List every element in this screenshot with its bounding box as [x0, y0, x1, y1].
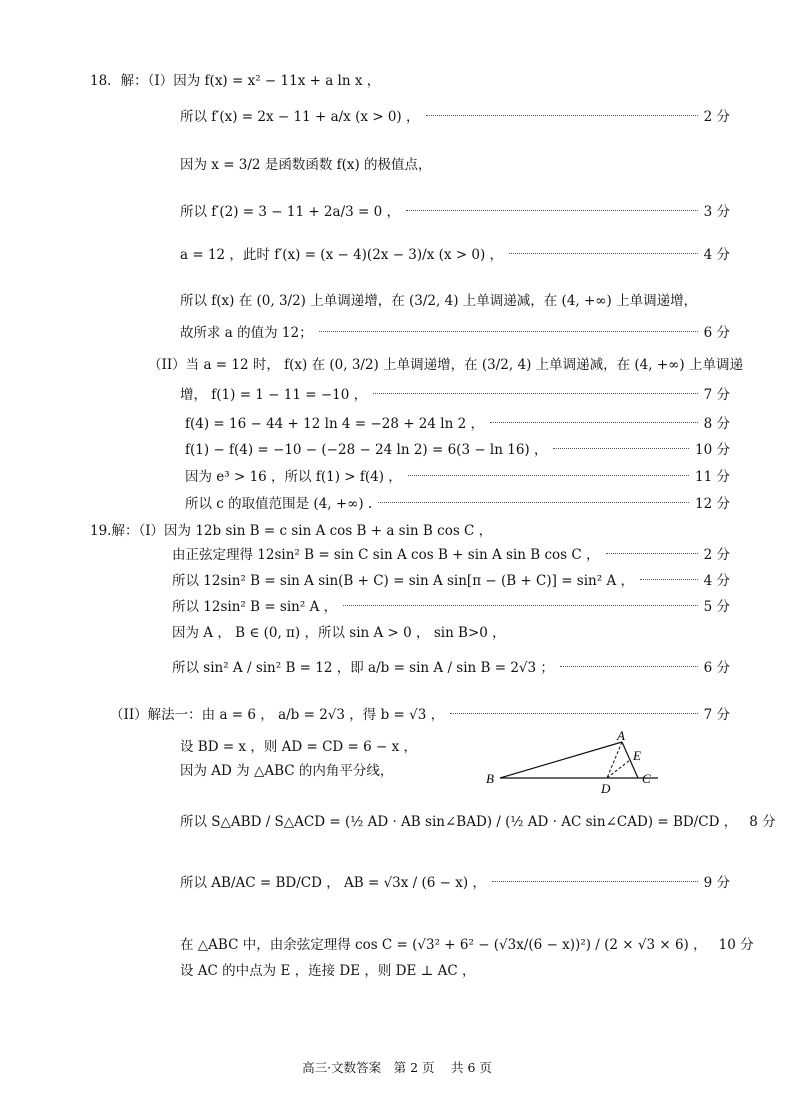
solution-line-q18-title: [90, 69, 730, 89]
line-text: 所以 AB/AC = BD/CD ， AB = √3x / (6 − x) ，: [180, 875, 486, 891]
label-e: E: [633, 748, 641, 763]
page-footer: 高三·文数答案 第 2 页 共 6 页: [302, 1060, 492, 1075]
score-label: 10 分: [718, 937, 754, 953]
solution-line-q19-l4: [172, 621, 730, 641]
line-text: （II）当 a = 12 时， f(x) 在 (0, 3/2) 上单调递增，在 (3/2, 4) 上单调递减，在 (4, +∞) 上单调递: [148, 357, 743, 373]
line-text: （II）解法一：由 a = 6 ， a/b = 2√3 ，得 b = √3 ，: [110, 707, 445, 723]
solution-line-q19-l2: [172, 569, 730, 589]
label-c: C: [642, 771, 651, 786]
segment-de: [607, 760, 630, 778]
score-label: 7 分: [703, 707, 730, 723]
dot-leader: [406, 210, 698, 211]
score-label: 11 分: [695, 469, 730, 485]
dot-leader: [373, 393, 697, 394]
score-label: 4 分: [703, 573, 730, 589]
score-label: 5 分: [703, 599, 730, 615]
dot-leader: [490, 422, 698, 423]
dot-leader: [606, 553, 698, 554]
dot-leader: [343, 605, 697, 606]
score-label: 6 分: [703, 660, 730, 676]
dot-leader: [450, 713, 698, 714]
solution-line-q19-title: [90, 519, 730, 539]
line-text: 因为 e³ > 16 ，所以 f(1) > f(4) ，: [185, 469, 402, 485]
line-text: 因为 A ， B ∈ (0, π) ，所以 sin A > 0 ， sin B>0 ，: [172, 625, 506, 641]
solution-line-q18-ii1: [148, 353, 743, 373]
line-text: a = 12 ，此时 f′(x) = (x − 4)(2x − 3)/x (x > 0) ，: [180, 247, 504, 263]
segment-ba: [500, 742, 622, 778]
score-label: 8 分: [703, 416, 730, 432]
solution-line-q18-ii6: [185, 492, 730, 512]
solution-line-q19-ii6: [180, 933, 754, 953]
score-label: 12 分: [695, 496, 730, 512]
solution-line-q18-ii2: [180, 383, 730, 403]
line-text: 所以 c 的取值范围是 (4, +∞) .: [185, 496, 373, 512]
solution-line-q19-ii4: [180, 810, 776, 830]
solution-line-q19-l1: [172, 543, 730, 563]
line-text: 增， f(1) = 1 − 11 = −10 ，: [180, 387, 368, 403]
score-label: 3 分: [703, 204, 730, 220]
score-label: 8 分: [749, 814, 776, 830]
line-text: 因为 AD 为 △ABC 的内角平分线，: [180, 763, 394, 779]
line-text: 在 △ABC 中，由余弦定理得 cos C = (√3² + 6² − (√3x/(6 − x))²) / (2 × √3 × 6) ，: [180, 937, 707, 953]
line-text: 故所求 a 的值为 12；: [180, 325, 313, 341]
score-label: 9 分: [703, 875, 730, 891]
dot-leader: [560, 666, 698, 667]
dot-leader: [509, 253, 698, 254]
dot-leader: [378, 502, 689, 503]
line-text: 所以 f′(x) = 2x − 11 + a/x (x > 0) ，: [180, 109, 420, 125]
line-text: 由正弦定理得 12sin² B = sin C sin A cos B + sin A sin B cos C ，: [172, 547, 600, 563]
dot-leader: [319, 331, 698, 332]
dot-leader: [492, 881, 698, 882]
solution-line-q19-l5: [172, 656, 730, 676]
score-label: 2 分: [703, 547, 730, 563]
line-text: f(1) − f(4) = −10 − (−28 − 24 ln 2) = 6(3 − ln 16) ，: [185, 442, 548, 458]
line-text: 设 BD = x ，则 AD = CD = 6 − x ，: [180, 739, 418, 755]
line-text: 19.解：（I）因为 12b sin B = c sin A cos B + a sin B cos C ，: [90, 523, 493, 539]
label-d: D: [601, 781, 611, 795]
line-text: 所以 sin² A / sin² B = 12 ，即 a/b = sin A / sin B = 2√3 ；: [172, 660, 554, 676]
score-label: 10 分: [695, 442, 730, 458]
line-text: 所以 12sin² B = sin A sin(B + C) = sin A sin[π − (B + C)] = sin² A ，: [172, 573, 634, 589]
solution-line-q18-ii4: [185, 438, 730, 458]
dot-leader: [640, 579, 698, 580]
line-text: f(4) = 16 − 44 + 12 ln 4 = −28 + 24 ln 2 ，: [185, 416, 484, 432]
solution-line-q18-l5: [180, 289, 730, 309]
label-a: A: [617, 730, 625, 743]
solution-line-q18-ii3: [185, 412, 730, 432]
solution-line-q19-ii5: [180, 871, 730, 891]
line-text: 所以 f′(2) = 3 − 11 + 2a/3 = 0 ，: [180, 204, 400, 220]
line-text: 所以 S△ABD / S△ACD = (½ AD · AB sin∠BAD) / (½ AD · AC sin∠CAD) = BD/CD ，: [180, 814, 738, 830]
score-label: 4 分: [703, 247, 730, 263]
solution-line-q19-ii1: [110, 703, 730, 723]
line-text: 所以 12sin² B = sin² A ，: [172, 599, 338, 615]
triangle-figure: [480, 730, 670, 795]
segment-ad: [607, 742, 622, 778]
line-text: 设 AC 的中点为 E ，连接 DE ，则 DE ⊥ AC ，: [180, 963, 476, 979]
line-text: 因为 x = 3/2 是函数函数 f(x) 的极值点，: [180, 157, 432, 173]
solution-line-q18-l2: [180, 153, 730, 173]
line-text: 所以 f(x) 在 (0, 3/2) 上单调递增，在 (3/2, 4) 上单调递减，在 (4, +∞) 上单调递增，: [180, 293, 698, 309]
line-text: 18．解：（I）因为 f(x) = x² − 11x + a ln x ，: [90, 73, 381, 89]
score-label: 7 分: [703, 387, 730, 403]
dot-leader: [553, 448, 689, 449]
dot-leader: [408, 475, 689, 476]
label-b: B: [486, 771, 494, 786]
solution-line-q18-ii5: [185, 465, 730, 485]
solution-line-q19-l3: [172, 595, 730, 615]
score-label: 6 分: [703, 325, 730, 341]
score-label: 2 分: [703, 109, 730, 125]
solution-line-q18-l1: [180, 105, 730, 125]
dot-leader: [426, 115, 698, 116]
solution-line-q18-l4: [180, 243, 730, 263]
solution-line-q18-l6: [180, 321, 730, 341]
solution-line-q19-ii7: [180, 959, 730, 979]
solution-line-q18-l3: [180, 200, 730, 220]
